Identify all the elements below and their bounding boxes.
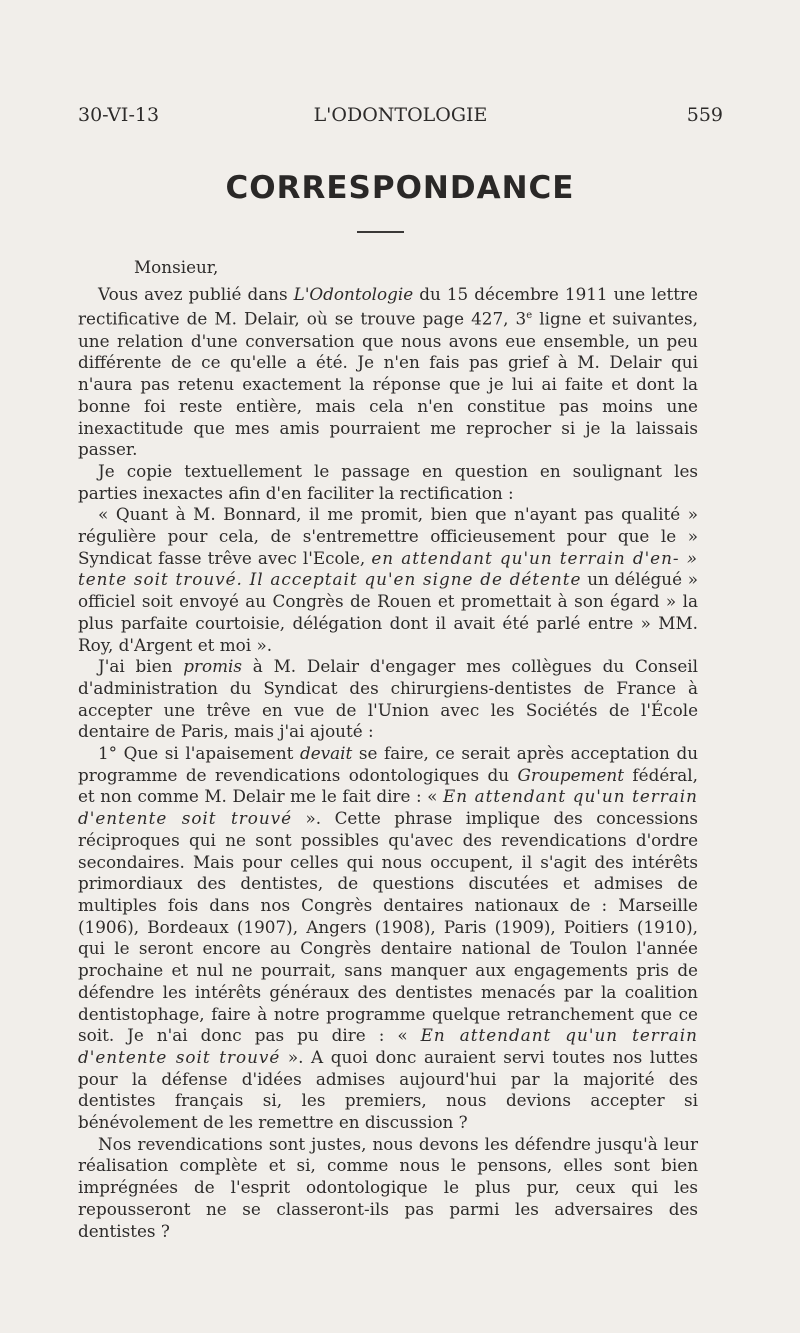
letter-body — [78, 257, 698, 1242]
paragraph-1: Vous avez publié dans L'Odontologie du 15 décembre 1911 une lettre rectificative de M. Delair, où se trouve page 427, 3e ligne et suivantes, une relation d'une conversation que nous avons eue ensemble, un peu différente de ce qu'elle a été. Je n'en fais pas grief à M. Delair qui n'aura pas retenu exactement la réponse que je lui ai faite et dont la bonne foi reste entière, mais cela n'en constitue pas moins une inexactitude que mes amis pourraient me reprocher si je la laissais passer. — [78, 283, 698, 460]
title-divider — [357, 231, 404, 233]
paragraph-5: Nos revendications sont justes, nous devons les défendre jusqu'à leur réalisation complète et si, comme nous le pensons, elles sont bien imprégnées de l'esprit odontologique le plus pur, ceux qui les repousseront ne se classeront-ils pas parmi les adversaires des dentistes ? — [78, 1133, 698, 1241]
running-header — [78, 104, 723, 130]
paragraph-4: 1° Que si l'apaisement devait se faire, ce serait après acceptation du programme de revendications odontologiques du Groupement fédéral, et non comme M. Delair me le fait dire : « En attendant qu'un terrain d'entente soit trouvé ». Cette phrase implique des concessions réciproques qui ne sont possibles qu'avec des revendications d'ordre secondaires. Mais pour celles qui nous occupent, il s'agit des intérêts primordiaux des dentistes, de questions discutées et admises de multiples fois dans nos Congrès dentaires nationaux de : Marseille (1906), Bordeaux (1907), Angers (1908), Paris (1909), Poitiers (1910), qui le seront encore au Congrès dentaire national de Toulon l'année prochaine et nul ne pourrait, sans manquer aux engagements pris de défendre les intérêts généraux des dentistes menacés par la coalition dentistophage, faire à notre programme quelque retranchement que ce soit. Je n'ai donc pas pu dire : « En attendant qu'un terrain d'entente soit trouvé ». A quoi donc auraient servi toutes nos luttes pour la défense d'idées admises aujourd'hui par la majorité des dentistes français si, les premiers, nous devions accepter si bénévolement de les remettre en discussion ? — [78, 743, 698, 1133]
salutation: Monsieur, — [134, 257, 219, 277]
issue-date: 30-VI-13 — [78, 104, 160, 126]
section-title: CORRESPONDANCE — [225, 170, 575, 206]
page-number: 559 — [686, 104, 723, 126]
quoted-passage: « Quant à M. Bonnard, il me promit, bien que n'ayant pas qualité » régulière pour cela, de s'entremettre officieusement pour que le » Syndicat fasse trêve avec l'Ecole, en attendant qu'un terrain d'en- » tente soit trouvé. Il acceptait qu'en signe de détente un délégué » officiel soit envoyé au Congrès de Rouen et promettait à son égard » la plus parfaite courtoisie, délégation dont il avait été parlé entre » MM. Roy, d'Argent et moi ». — [78, 504, 699, 655]
paragraph-3: J'ai bien promis à M. Delair d'engager mes collègues du Conseil d'administration du Syndicat des chirurgiens-dentistes de France à accepter une trêve en vue de l'Union avec les Sociétés de l'École dentaire de Paris, mais j'ai ajouté : — [78, 656, 698, 742]
paragraph-2: Je copie textuellement le passage en question en soulignant les parties inexactes afin d'en faciliter la rectification : — [78, 460, 698, 503]
journal-title: L'ODONTOLOGIE — [313, 104, 488, 126]
